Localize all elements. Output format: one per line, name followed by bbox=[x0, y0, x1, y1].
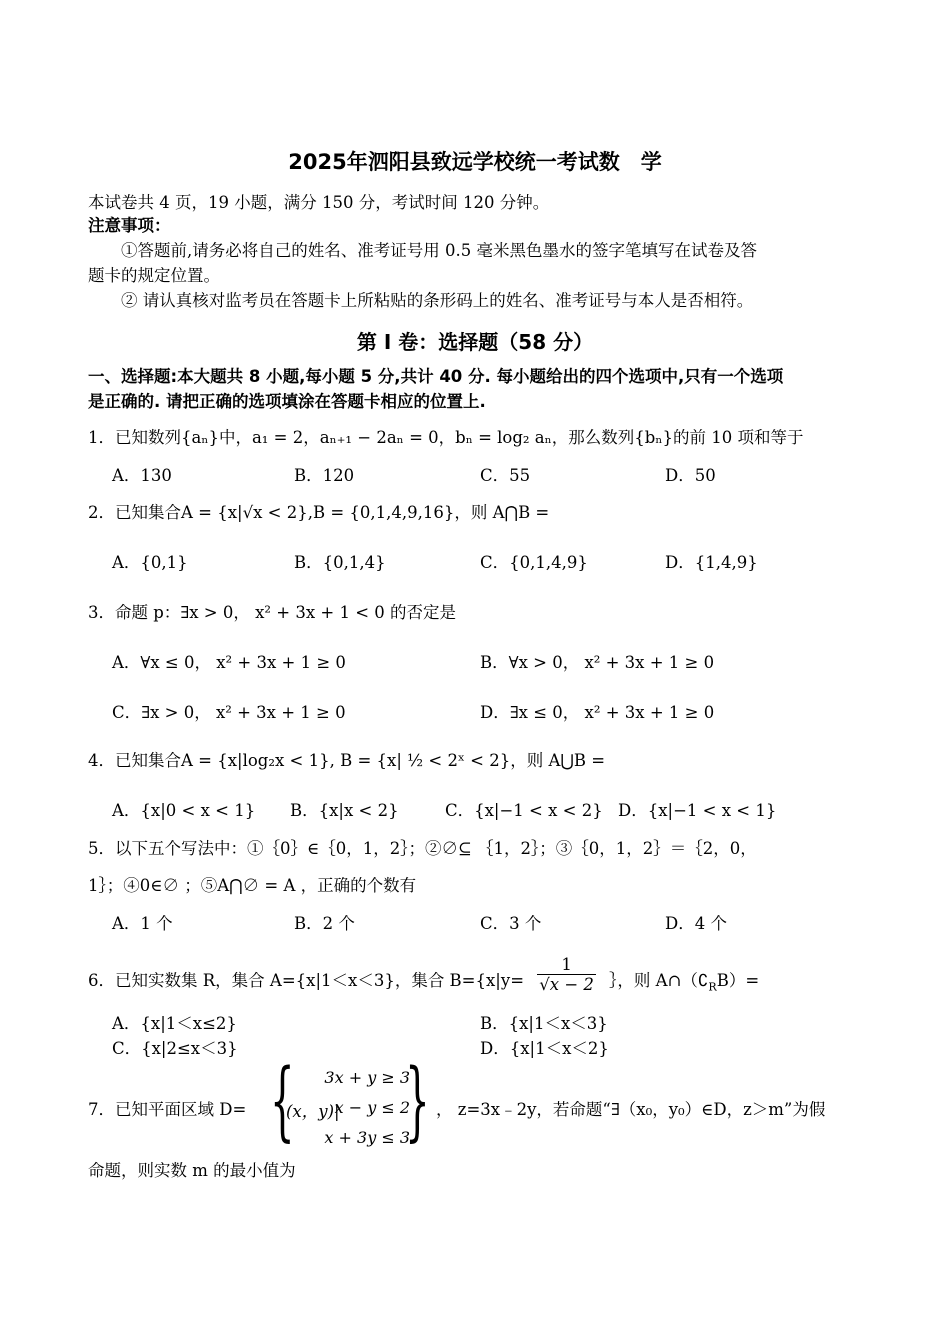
left-brace: { bbox=[270, 1051, 295, 1151]
question-7-label: 7．已知平面区域 D= bbox=[88, 1100, 247, 1119]
q1-option-b: B．120 bbox=[294, 466, 355, 485]
q6-text-post: ｝，则 A∩（∁ bbox=[609, 971, 709, 990]
q4-option-d: D．{x|−1 < x < 1} bbox=[618, 801, 777, 820]
notice-item-1: ①答题前,请务必将自己的姓名、准考证号用 0.5 毫米黑色墨水的签字笔填写在试卷及答 bbox=[121, 241, 757, 260]
question-7-text: ， z=3x﹣2y，若命题“∃（x₀，y₀）∈D，z＞m”为假 bbox=[436, 1100, 826, 1119]
q2-option-d: D．{1,4,9} bbox=[665, 553, 758, 572]
q4-option-a: A．{x|0 < x < 1} bbox=[112, 801, 256, 820]
q5-option-b: B．2 个 bbox=[294, 914, 355, 933]
q3-option-b: B．∀x > 0， x² + 3x + 1 ≥ 0 bbox=[480, 653, 715, 672]
q2-option-a: A．{0,1} bbox=[112, 553, 188, 572]
q6-option-a: A．{x|1＜x≤2} bbox=[112, 1014, 237, 1033]
right-brace: } bbox=[405, 1051, 430, 1151]
q3-option-a: A．∀x ≤ 0， x² + 3x + 1 ≥ 0 bbox=[112, 653, 346, 672]
question-2: 2．已知集合A = {x|√x < 2},B = {0,1,4,9,16}，则 A⋂B = bbox=[88, 503, 550, 522]
q7-constraint-3: x + 3y ≤ 3 bbox=[324, 1128, 410, 1147]
q3-option-d: D．∃x ≤ 0， x² + 3x + 1 ≥ 0 bbox=[480, 703, 715, 722]
question-3: 3．命题 p：∃x > 0， x² + 3x + 1 < 0 的否定是 bbox=[88, 603, 457, 622]
q2-option-c: C．{0,1,4,9} bbox=[480, 553, 588, 572]
q7-constraint-1: 3x + y ≥ 3 bbox=[324, 1068, 410, 1087]
part1-instructions: 一、选择题:本大题共 8 小题,每小题 5 分,共计 40 分. 每小题给出的四个选项中,只有一个选项 bbox=[88, 367, 784, 386]
question-1: 1．已知数列{aₙ}中，a₁ = 2，aₙ₊₁ − 2aₙ = 0，bₙ = log₂ aₙ，那么数列{bₙ}的前 10 项和等于 bbox=[88, 428, 804, 447]
q1-option-c: C．55 bbox=[480, 466, 531, 485]
intro-text: 本试卷共 4 页，19 小题，满分 150 分，考试时间 120 分钟。 bbox=[88, 193, 550, 212]
q6-text-end: B）= bbox=[716, 971, 760, 990]
q2-option-b: B．{0,1,4} bbox=[294, 553, 386, 572]
q6-fraction bbox=[537, 956, 596, 995]
q6-text-pre: 6．已知实数集 R，集合 A={x|1＜x＜3}，集合 B={x|y= bbox=[88, 971, 525, 990]
q4-option-c: C．{x|−1 < x < 2} bbox=[445, 801, 603, 820]
q6-numerator: 1 bbox=[561, 955, 572, 974]
q5-option-c: C．3 个 bbox=[480, 914, 542, 933]
q1-option-a: A．130 bbox=[112, 466, 172, 485]
q7-constraint-2: x − y ≤ 2 bbox=[334, 1098, 410, 1117]
q7-set-variable: (x，y)| bbox=[286, 1102, 340, 1121]
q5-option-d: D．4 个 bbox=[665, 914, 727, 933]
notice-item-1-cont: 题卡的规定位置。 bbox=[88, 266, 220, 285]
question-6 bbox=[88, 955, 760, 1001]
question-5-cont: 1｝；④0∈∅ ；⑤A⋂∅ = A ，正确的个数有 bbox=[88, 876, 417, 895]
q7-set-notation bbox=[270, 1051, 430, 1152]
question-5: 5．以下五个写法中：①｛0｝∈｛0，1，2｝；②∅⊆ ｛1，2｝；③｛0，1，2｝＝｛2，0， bbox=[88, 839, 757, 858]
notice-heading: 注意事项： bbox=[88, 216, 171, 235]
q6-option-c: C．{x|2≤x＜3} bbox=[112, 1039, 238, 1058]
part1-instructions-cont: 是正确的. 请把正确的选项填涂在答题卡相应的位置上. bbox=[88, 392, 486, 411]
q6-subscript: R bbox=[708, 980, 717, 994]
q1-option-d: D．50 bbox=[665, 466, 716, 485]
q6-option-b: B．{x|1＜x＜3} bbox=[480, 1014, 608, 1033]
q6-denominator: √x − 2 bbox=[539, 975, 594, 994]
question-4: 4．已知集合A = {x|log₂x < 1}, B = {x| ½ < 2ˣ < 2}，则 A⋃B = bbox=[88, 751, 606, 770]
q5-option-a: A．1 个 bbox=[112, 914, 173, 933]
q3-option-c: C．∃x > 0， x² + 3x + 1 ≥ 0 bbox=[112, 703, 346, 722]
question-7-cont: 命题，则实数 m 的最小值为 bbox=[88, 1161, 296, 1180]
exam-title: 2025年泗阳县致远学校统一考试数 学 bbox=[288, 150, 662, 174]
q6-option-d: D．{x|1＜x＜2} bbox=[480, 1039, 609, 1058]
q4-option-b: B．{x|x < 2} bbox=[290, 801, 399, 820]
section-title: 第 I 卷：选择题（58 分） bbox=[356, 330, 594, 354]
notice-item-2: ② 请认真核对监考员在答题卡上所粘贴的条形码上的姓名、准考证号与本人是否相符。 bbox=[121, 291, 754, 310]
